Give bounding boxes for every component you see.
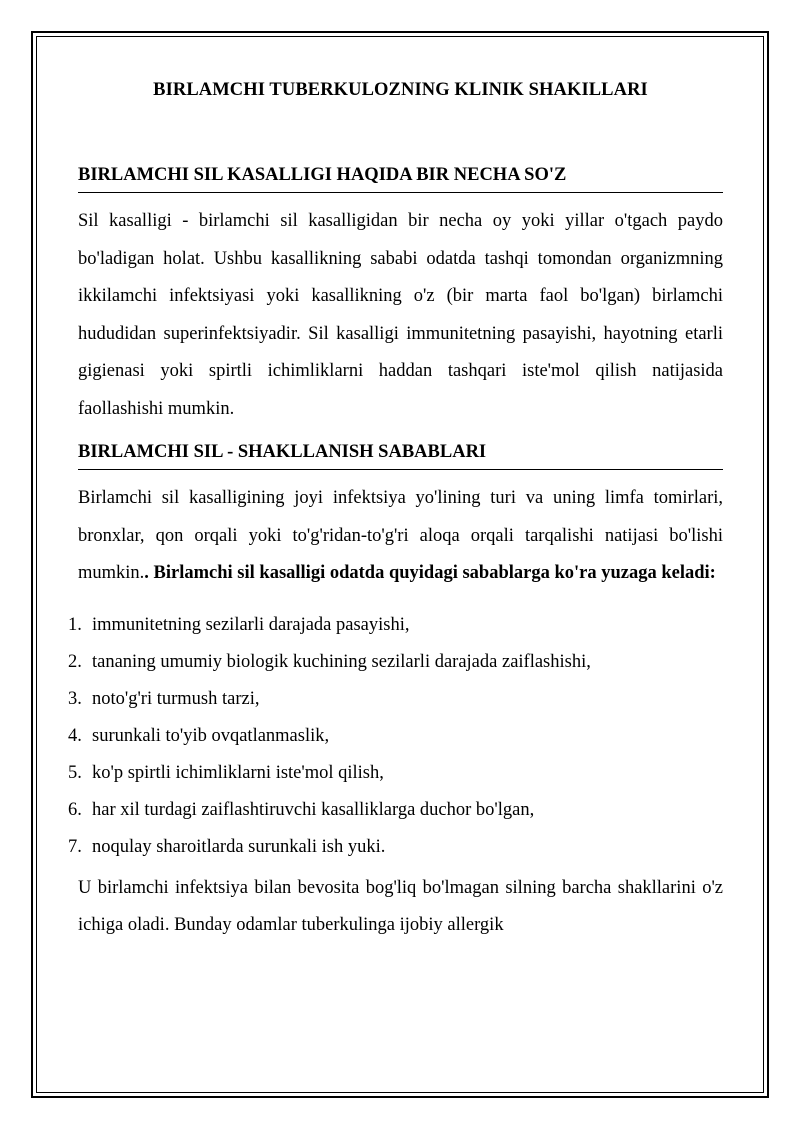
list-item-number: 2. <box>68 651 82 672</box>
list-item-number: 3. <box>68 688 82 709</box>
list-item <box>68 718 723 755</box>
document-body <box>68 37 723 945</box>
list-item-text: immunitetning sezilarli darajada pasayishi, <box>92 614 410 635</box>
list-item-number: 6. <box>68 799 82 820</box>
list-item <box>68 755 723 792</box>
list-item <box>68 829 723 866</box>
causes-paragraph-text: Birlamchi sil kasalligining joyi infektsiya yo'lining turi va uning limfa tomirlari, bronxlar, qon orqali yoki to'g'ridan-to'g'ri aloqa orqali tarqalishi natijasi bo'lishi mumkin. <box>78 488 723 583</box>
section-heading-causes: BIRLAMCHI SIL - SHAKLLANISH SABABLARI <box>78 442 723 470</box>
list-item-text: har xil turdagi zaiflashtiruvchi kasalliklarga duchor bo'lgan, <box>92 799 535 820</box>
list-item <box>68 644 723 681</box>
list-item-number: 4. <box>68 725 82 746</box>
list-item-number: 7. <box>68 836 82 857</box>
list-item-text: noqulay sharoitlarda surunkali ish yuki. <box>92 836 386 857</box>
section-heading-intro: BIRLAMCHI SIL KASALLIGI HAQIDA BIR NECHA SO'Z <box>78 165 723 193</box>
list-item-number: 5. <box>68 762 82 783</box>
closing-paragraph: U birlamchi infektsiya bilan bevosita bog'liq bo'lmagan silning barcha shakllarini o'z ichiga oladi. Bunday odamlar tuberkulinga ijobiy allergik <box>78 877 723 935</box>
causes-list <box>68 607 723 866</box>
list-item <box>68 681 723 718</box>
list-item-text: noto'g'ri turmush tarzi, <box>92 688 260 709</box>
causes-paragraph <box>78 480 723 593</box>
list-item-number: 1. <box>68 614 82 635</box>
causes-paragraph-bold: . Birlamchi sil kasalligi odatda quyidagi sabablarga ko'ra yuzaga keladi: <box>144 563 716 583</box>
list-item <box>68 607 723 644</box>
page-border-inner <box>36 36 764 1093</box>
intro-paragraph: Sil kasalligi - birlamchi sil kasalligidan bir necha oy yoki yillar o'tgach paydo bo'ladigan holat. Ushbu kasallikning sababi odatda tashqi tomondan organizmning ikkilamchi infektsiyasi yoki kasallikning o'z (bir marta faol bo'lgan) birlamchi hududidan superinfektsiyadir. Sil kasalligi immunitetning pasayishi, hayotning etarli gigienasi yoki spirtli ichimliklarni haddan tashqari iste'mol qilish natijasida faollashishi mumkin. <box>78 211 723 419</box>
document-title: BIRLAMCHI TUBERKULOZNING KLINIK SHAKILLARI <box>153 80 648 100</box>
list-item <box>68 792 723 829</box>
list-item-text: surunkali to'yib ovqatlanmaslik, <box>92 725 330 746</box>
list-item-text: ko'p spirtli ichimliklarni iste'mol qilish, <box>92 762 384 783</box>
list-item-text: tananing umumiy biologik kuchining sezilarli darajada zaiflashishi, <box>92 651 591 672</box>
